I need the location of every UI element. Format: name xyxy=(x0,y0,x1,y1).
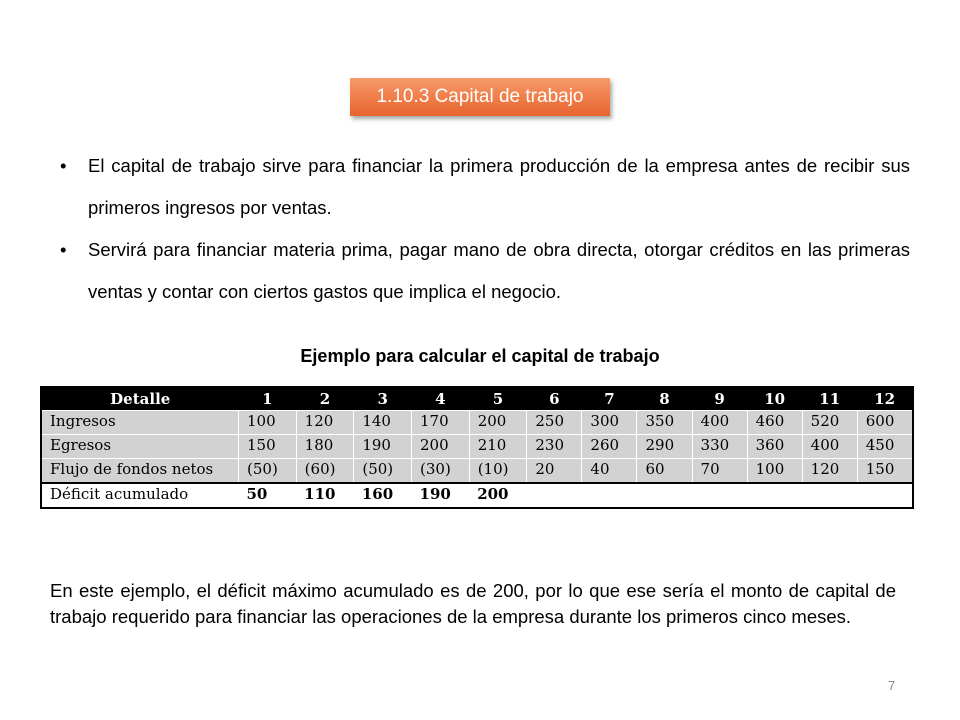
table-cell: 260 xyxy=(582,435,637,459)
table-cell: 120 xyxy=(802,459,857,484)
table-header-cell: 5 xyxy=(469,387,527,411)
table-cell: 200 xyxy=(469,483,527,508)
bullet-list xyxy=(60,145,910,313)
table-cell: (30) xyxy=(412,459,470,484)
table-cell: 230 xyxy=(527,435,582,459)
table-cell: 450 xyxy=(857,435,913,459)
row-label: Egresos xyxy=(41,435,239,459)
table-header-cell: 2 xyxy=(296,387,354,411)
table-header-cell: 8 xyxy=(637,387,692,411)
table-cell: 400 xyxy=(692,411,747,435)
table-cell: 250 xyxy=(527,411,582,435)
table-row xyxy=(41,483,913,508)
table-cell: 170 xyxy=(412,411,470,435)
table-row xyxy=(41,411,913,435)
table-cell: 40 xyxy=(582,459,637,484)
table-cell xyxy=(692,483,747,508)
capital-table xyxy=(40,386,914,509)
bullet-dot-icon: • xyxy=(60,155,67,176)
table-cell: 290 xyxy=(637,435,692,459)
conclusion-text: En este ejemplo, el déficit máximo acumulado es de 200, por lo que ese sería el monto de capital de trabajo requerido para financiar las operaciones de la empresa durante los primeros cinco meses. xyxy=(50,580,896,627)
table-cell: 60 xyxy=(637,459,692,484)
table-row xyxy=(41,459,913,484)
table-header-cell: 3 xyxy=(354,387,412,411)
bullet-text: El capital de trabajo sirve para financiar la primera producción de la empresa antes de recibir sus primeros ingresos por ventas. xyxy=(88,155,910,218)
row-label: Ingresos xyxy=(41,411,239,435)
table-cell xyxy=(857,483,913,508)
table-cell: 100 xyxy=(747,459,802,484)
table-cell: 50 xyxy=(239,483,297,508)
table-cell xyxy=(802,483,857,508)
table-cell: 200 xyxy=(469,411,527,435)
table-header-cell: Detalle xyxy=(41,387,239,411)
table-cell: 360 xyxy=(747,435,802,459)
slide-title: 1.10.3 Capital de trabajo xyxy=(350,78,610,116)
page-number: 7 xyxy=(888,678,896,693)
bullet-item xyxy=(60,229,910,313)
table-cell: 20 xyxy=(527,459,582,484)
table-title: Ejemplo para calcular el capital de trabajo xyxy=(300,346,660,366)
table-cell: (60) xyxy=(296,459,354,484)
table-cell: 120 xyxy=(296,411,354,435)
table-header-cell: 12 xyxy=(857,387,913,411)
table-cell: 160 xyxy=(354,483,412,508)
table-cell: 600 xyxy=(857,411,913,435)
table-cell: 190 xyxy=(354,435,412,459)
table-cell: 150 xyxy=(239,435,297,459)
table-cell: 350 xyxy=(637,411,692,435)
table-cell xyxy=(747,483,802,508)
table-cell: (10) xyxy=(469,459,527,484)
table-cell: 460 xyxy=(747,411,802,435)
table-header-cell: 7 xyxy=(582,387,637,411)
table-header-cell: 6 xyxy=(527,387,582,411)
row-label: Flujo de fondos netos xyxy=(41,459,239,484)
table-body xyxy=(41,411,913,509)
table-cell: 300 xyxy=(582,411,637,435)
table-cell: 180 xyxy=(296,435,354,459)
table-cell: (50) xyxy=(239,459,297,484)
table-row xyxy=(41,435,913,459)
table-cell: 200 xyxy=(412,435,470,459)
table-cell xyxy=(637,483,692,508)
table-cell xyxy=(582,483,637,508)
row-label: Déficit acumulado xyxy=(41,483,239,508)
table-cell: 150 xyxy=(857,459,913,484)
bullet-item xyxy=(60,145,910,229)
table-cell: 70 xyxy=(692,459,747,484)
table-cell: (50) xyxy=(354,459,412,484)
table-header-row xyxy=(41,387,913,411)
table-cell xyxy=(527,483,582,508)
table-cell: 140 xyxy=(354,411,412,435)
table-header-cell: 11 xyxy=(802,387,857,411)
bullet-dot-icon: • xyxy=(60,239,67,260)
table-header-cell: 9 xyxy=(692,387,747,411)
table-header-cell: 1 xyxy=(239,387,297,411)
table-cell: 110 xyxy=(296,483,354,508)
table-cell: 100 xyxy=(239,411,297,435)
table-header-cell: 4 xyxy=(412,387,470,411)
bullet-text: Servirá para financiar materia prima, pagar mano de obra directa, otorgar créditos en las primeras ventas y contar con ciertos gastos que implica el negocio. xyxy=(88,239,910,302)
table-cell: 330 xyxy=(692,435,747,459)
table-cell: 190 xyxy=(412,483,470,508)
table-cell: 210 xyxy=(469,435,527,459)
table-cell: 400 xyxy=(802,435,857,459)
table-cell: 520 xyxy=(802,411,857,435)
table-header-cell: 10 xyxy=(747,387,802,411)
